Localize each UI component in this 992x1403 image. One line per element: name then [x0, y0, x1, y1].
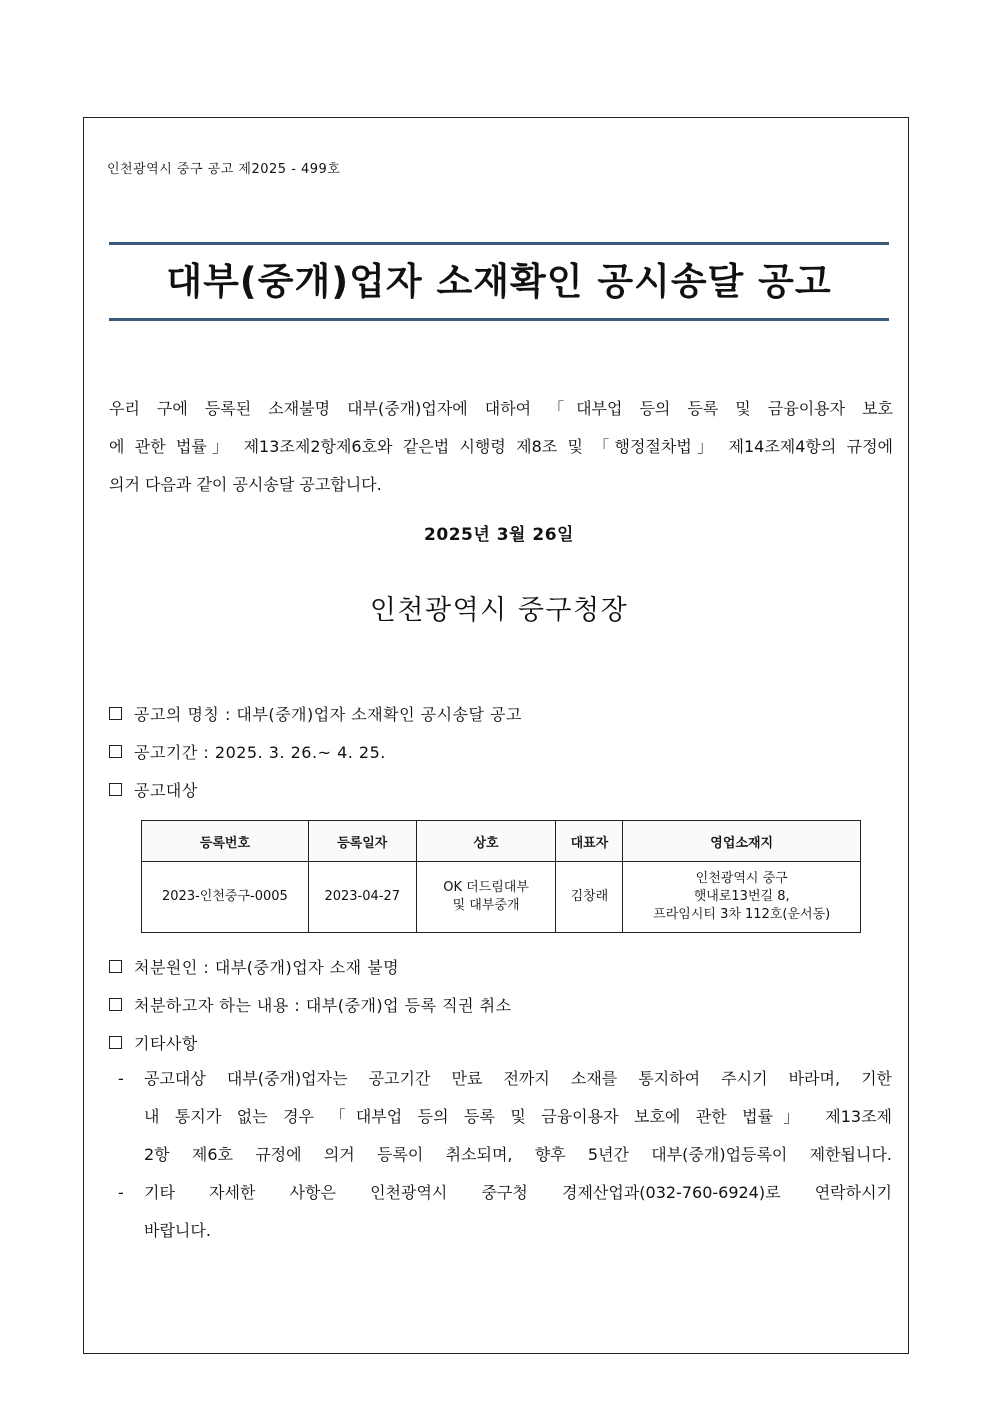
- item-notice-name: [109, 702, 522, 725]
- address-line-3: 프라임시티 3차 112호(운서동): [653, 907, 831, 922]
- checkbox-square-icon: [109, 745, 122, 758]
- checkbox-square-icon: [109, 960, 122, 973]
- others-p1-line-3: 2항 제6호 규정에 의거 등록이 취소되며, 향후 5년간 대부(중개)업등록이 제한됩니다.: [144, 1145, 892, 1164]
- cell-reg-no: 2023-인천중구-0005: [142, 862, 309, 933]
- notice-date: 2025년 3월 26일: [424, 525, 574, 545]
- cell-representative: 김창래: [556, 862, 623, 933]
- item-notice-name-text: 공고의 명칭 : 대부(중개)업자 소재확인 공시송달 공고: [134, 705, 522, 724]
- registration-table: [141, 820, 861, 933]
- others-p1-line-1: 공고대상 대부(중개)업자는 공고기간 만료 전까지 소재를 통지하여 주시기 바라며, 기한: [144, 1069, 892, 1088]
- table-header-row: [142, 821, 861, 862]
- intro-line-1: 우리 구에 등록된 소재불명 대부(중개)업자에 대하여 「대부업 등의 등록 및 금융이용자 보호: [109, 399, 893, 418]
- checkbox-square-icon: [109, 707, 122, 720]
- others-paragraph-2: [118, 1174, 892, 1250]
- address-line-1: 인천광역시 중구: [695, 871, 788, 886]
- header-reg-no: 등록번호: [142, 821, 309, 862]
- item-action: [109, 993, 512, 1016]
- cell-reg-date: 2023-04-27: [308, 862, 416, 933]
- cell-company: [416, 862, 556, 933]
- address-line-2: 햇내로13번길 8,: [693, 889, 790, 904]
- intro-paragraph: [109, 390, 893, 504]
- cell-address: [623, 862, 861, 933]
- dash-marker: -: [118, 1069, 124, 1088]
- item-reason-text: 처분원인 : 대부(중개)업자 소재 불명: [134, 958, 400, 977]
- intro-line-2: 에 관한 법률」 제13조제2항제6호와 같은법 시행령 제8조 및 「행정절차법」 제14조제4항의 규정에: [109, 437, 893, 456]
- table-row: [142, 862, 861, 933]
- item-notice-target: [109, 778, 198, 801]
- document-title: 대부(중개)업자 소재확인 공시송달 공고: [166, 260, 832, 303]
- item-action-text: 처분하고자 하는 내용 : 대부(중개)업 등록 직권 취소: [134, 996, 512, 1015]
- checkbox-square-icon: [109, 1036, 122, 1049]
- dash-marker: -: [118, 1183, 124, 1202]
- company-line-2: 및 대부중개: [452, 898, 520, 913]
- item-notice-target-text: 공고대상: [134, 781, 198, 800]
- company-line-1: OK 더드림대부: [443, 880, 529, 895]
- header-company: 상호: [416, 821, 556, 862]
- others-p2-line-2: 바랍니다.: [144, 1221, 211, 1240]
- others-p2-line-1: 기타 자세한 사항은 인천광역시 중구청 경제산업과(032-760-6924)로 연락하시기: [144, 1183, 892, 1202]
- item-others-text: 기타사항: [134, 1034, 198, 1053]
- notice-number: 인천광역시 중구 공고 제2025 - 499호: [107, 162, 341, 177]
- header-address: 영업소재지: [623, 821, 861, 862]
- issuer: 인천광역시 중구청장: [369, 595, 629, 626]
- item-reason: [109, 955, 399, 978]
- item-notice-period-text: 공고기간 : 2025. 3. 26.~ 4. 25.: [134, 743, 386, 762]
- item-others: [109, 1031, 198, 1054]
- intro-line-3: 의거 다음과 같이 공시송달 공고합니다.: [109, 475, 382, 494]
- title-rule-top: [109, 242, 889, 245]
- item-notice-period: [109, 740, 386, 763]
- title-rule-bottom: [109, 318, 889, 321]
- checkbox-square-icon: [109, 998, 122, 1011]
- others-paragraph-1: [118, 1060, 892, 1174]
- checkbox-square-icon: [109, 783, 122, 796]
- header-representative: 대표자: [556, 821, 623, 862]
- others-p1-line-2: 내 통지가 없는 경우 「대부업 등의 등록 및 금융이용자 보호에 관한 법률」 제13조제: [144, 1107, 892, 1126]
- header-reg-date: 등록일자: [308, 821, 416, 862]
